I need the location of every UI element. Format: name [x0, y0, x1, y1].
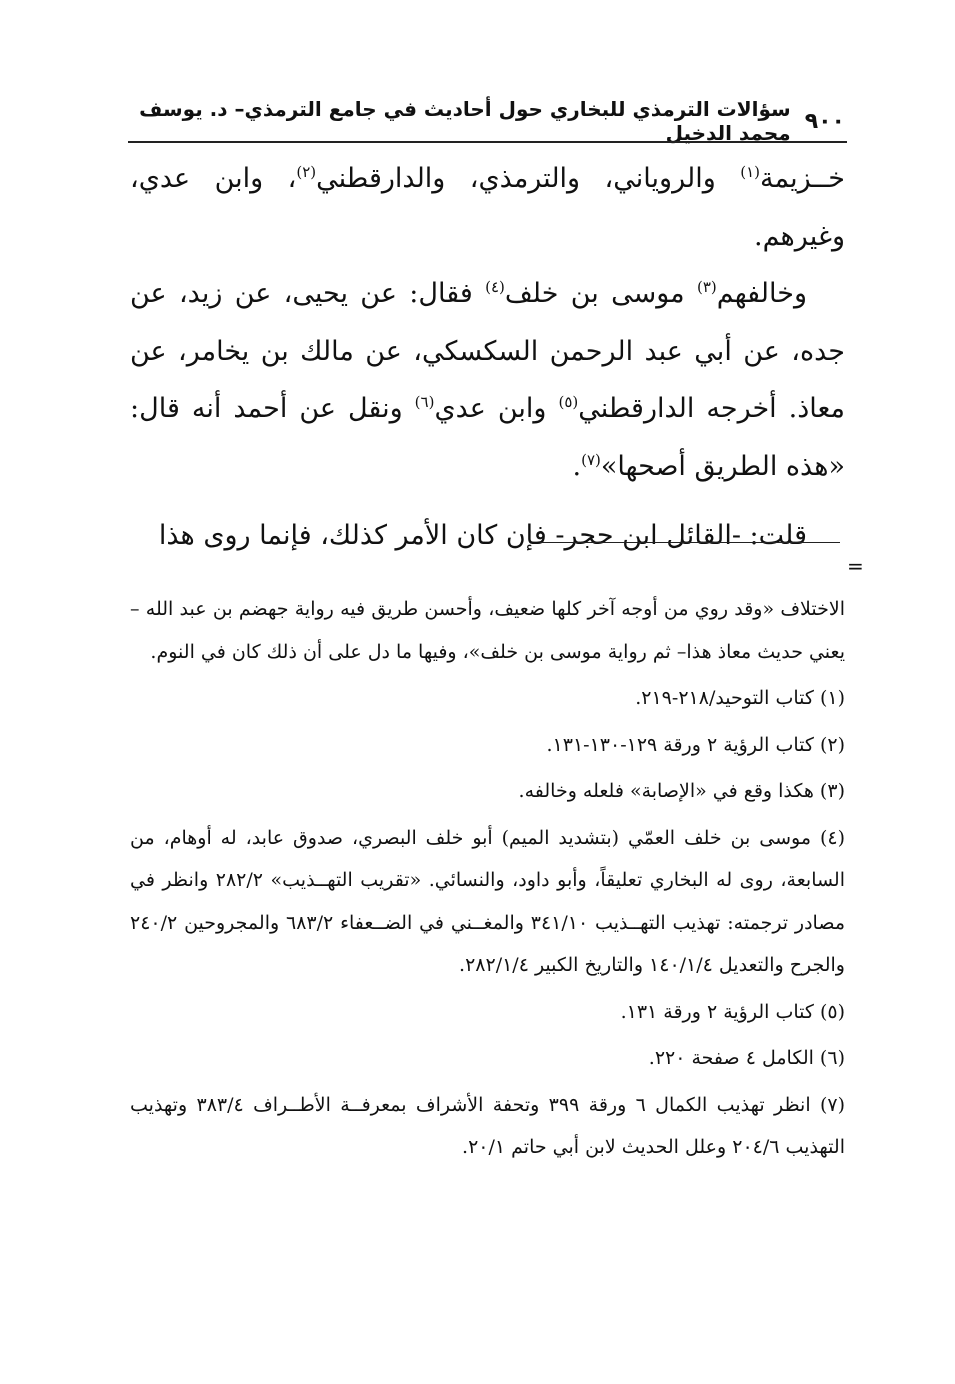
text-run: والروياني، والترمذي، والدارقطني — [316, 163, 741, 194]
footnote-separator — [540, 542, 840, 543]
text-run: ، وابن عدي، وغيرهم. — [130, 163, 845, 252]
text-run: . — [572, 450, 582, 482]
paragraph-1 — [130, 150, 845, 265]
footnote-ref-1: (١) — [740, 163, 760, 181]
footnote-ref-5: (٥) — [558, 393, 579, 411]
footnote-4: (٤) موسى بن خلف العمّي (بتشديد الميم) أبو خلف البصري، صدوق عابد، له أوهام، من السابعة، روى له البخاري تعليقاً، وأبو داود، والنسائي. «تقريب التهــذيب» ٢٨٢/٢ وانظر في مصادر ترجمته: تهذيب التهــذيب ٣٤١/١٠ والمغــني في الضــعفاء ٦٨٣/٢ والمجروحين ٢٤٠/٢ والجرح والتعديل ١٤٠/١/٤ والتاريخ الكبير ٢٨٢/١/٤. — [130, 826, 846, 976]
running-title: سؤالات الترمذي للبخاري حول أحاديث في جامع الترمذي– د. يوسف محمد الدخيل — [139, 97, 791, 145]
footnote-3: (٣) هكذا وقع في «الإصابة» فلعله وخالفه. — [518, 780, 845, 802]
text-run: خــزيمة — [759, 163, 845, 194]
text-run: وابن عدي — [434, 393, 559, 424]
footnote-ref-3: (٣) — [696, 278, 717, 296]
footnote-ref-4: (٤) — [485, 278, 505, 296]
text-run: وخالفهم — [716, 278, 807, 309]
footnote-6: (٦) الكامل ٤ صفحة ٢٢٠. — [648, 1047, 845, 1069]
page-number: ٩٠٠ — [804, 108, 845, 134]
paragraph-3: قلت: -القائل ابن حجر- فإن كان الأمر كذلك، فإنما روى هذا — [158, 520, 807, 551]
main-text — [130, 150, 845, 565]
footnote-ref-7: (٧) — [581, 450, 601, 469]
text-run: فقال: عن يحيى، عن زيد، عن جده، عن أبي عبد الرحمن السكسكي، عن مالك بن يخامر، عن معاذ. أخرجه الدارقطني — [130, 278, 845, 424]
footnote-7: (٧) انظر تهذيب الكمال ٦ ورقة ٣٩٩ وتحفة الأشراف بمعرفــة الأطــراف ٣٨٣/٤ وتهذيب التهذيب ٢٠٤/٦ وعلل الحديث لابن أبي حاتم ٢٠/١. — [130, 1093, 846, 1158]
text-run: موسى بن خلف — [504, 278, 697, 309]
continuation-marker: = — [847, 554, 864, 578]
running-header — [130, 97, 845, 145]
footnote-continuation: الاختلاف «وقد روي من أوجه آخر كلها ضعيف، وأحسن طريق فيه رواية جهضم بن عبد الله –يعني حديث معاذ هذا– ثم رواية موسى بن خلف»، وفيها ما دل على أن ذلك كان في النوم. — [130, 598, 845, 663]
footnote-1: (١) كتاب التوحيد/٢١٨-٢١٩. — [635, 687, 845, 709]
footnote-5: (٥) كتاب الرؤية ٢ ورقة ١٣١. — [620, 1000, 845, 1023]
header-rule — [128, 141, 847, 143]
footnotes — [130, 588, 845, 1169]
footnote-2: (٢) كتاب الرؤية ٢ ورقة ١٢٩-١٣٠-١٣١. — [546, 733, 845, 756]
paragraph-2 — [130, 265, 845, 495]
text-run: ونقل عن أحمد أنه قال: «هذه الطريق أصحها» — [130, 393, 845, 482]
footnote-ref-2: (٢) — [296, 163, 317, 181]
footnote-ref-6: (٦) — [414, 393, 435, 411]
